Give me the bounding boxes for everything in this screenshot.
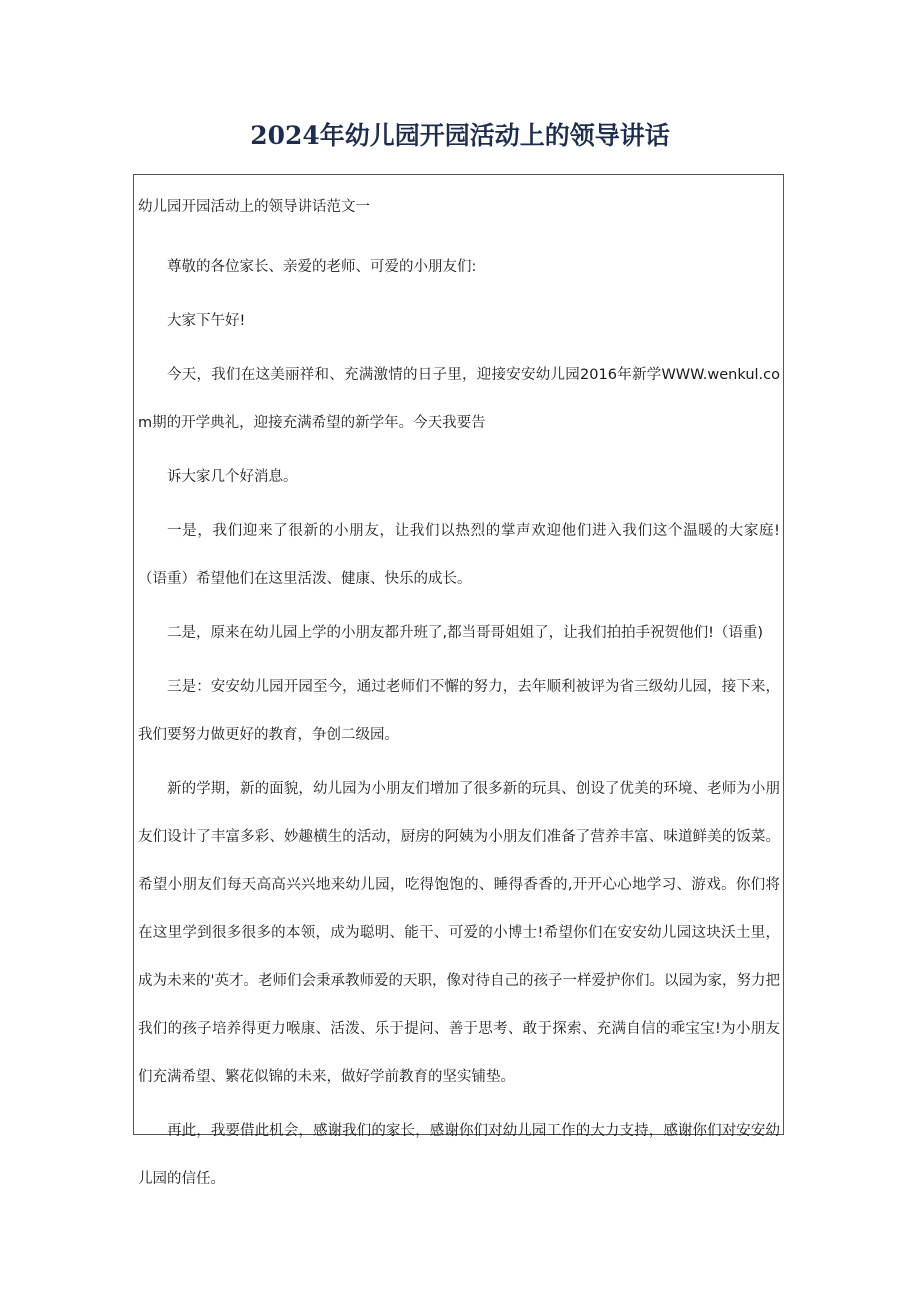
paragraph-new-semester: 新的学期，新的面貌，幼儿园为小朋友们增加了很多新的玩具、创设了优美的环境、老师为小朋友们设计了丰富多彩、妙趣横生的活动，厨房的阿姨为小朋友们准备了营养丰富、味道鲜美的饭菜。希望小朋友们每天高高兴兴地来幼儿园，吃得饱饱的、睡得香香的,开开心心地学习、游戏。你们将在这里学到很多很多的本领，成为聪明、能干、可爱的小博士!希望你们在安安幼儿园这块沃土里，成为未来的'英才。老师们会秉承教师爱的天职，像对待自己的孩子一样爱护你们。以园为家，努力把我们的孩子培养得更力喉康、活泼、乐于提问、善于思考、敢于探索、充满自信的乖宝宝!为小朋友们充满希望、繁花似锦的未来，做好学前教育的坚实铺垫。 [138, 781, 780, 1085]
section-heading: 幼儿园开园活动上的领导讲话范文一 [138, 199, 370, 215]
paragraph-opening: 今天，我们在这美丽祥和、充满激情的日子里，迎接安安幼儿园2016年新学WWW.wenkul.com期的开学典礼，迎接充满希望的新学年。今天我要告 [138, 367, 780, 431]
paragraph-news-two: 二是，原来在幼儿园上学的小朋友都升班了,都当哥哥姐姐了，让我们拍拍手祝贺他们!（语重) [167, 625, 764, 641]
speech-body [138, 243, 780, 1209]
paragraph-greeting: 尊敬的各位家长、亲爱的老师、可爱的小朋友们: [167, 259, 477, 275]
paragraph-good-news: 诉大家几个好消息。 [167, 469, 298, 485]
paragraph-good-afternoon: 大家下午好! [167, 313, 246, 329]
paragraph-news-three: 三是：安安幼儿园开园至今，通过老师们不懈的努力，去年顺利被评为省三级幼儿园，接下来，我们要努力做更好的教育，争创二级园。 [138, 679, 780, 743]
document-title: 2024年幼儿园开园活动上的领导讲话 [250, 121, 670, 150]
paragraph-news-one: 一是，我们迎来了很新的小朋友，让我们以热烈的掌声欢迎他们进入我们这个温暖的大家庭!（语重）希望他们在这里活泼、健康、快乐的成长。 [138, 523, 780, 587]
paragraph-thanks: 再此，我要借此机会，感谢我们的家长，感谢你们对幼儿园工作的大力支持，感谢你们对安安幼儿园的信任。 [138, 1123, 780, 1187]
